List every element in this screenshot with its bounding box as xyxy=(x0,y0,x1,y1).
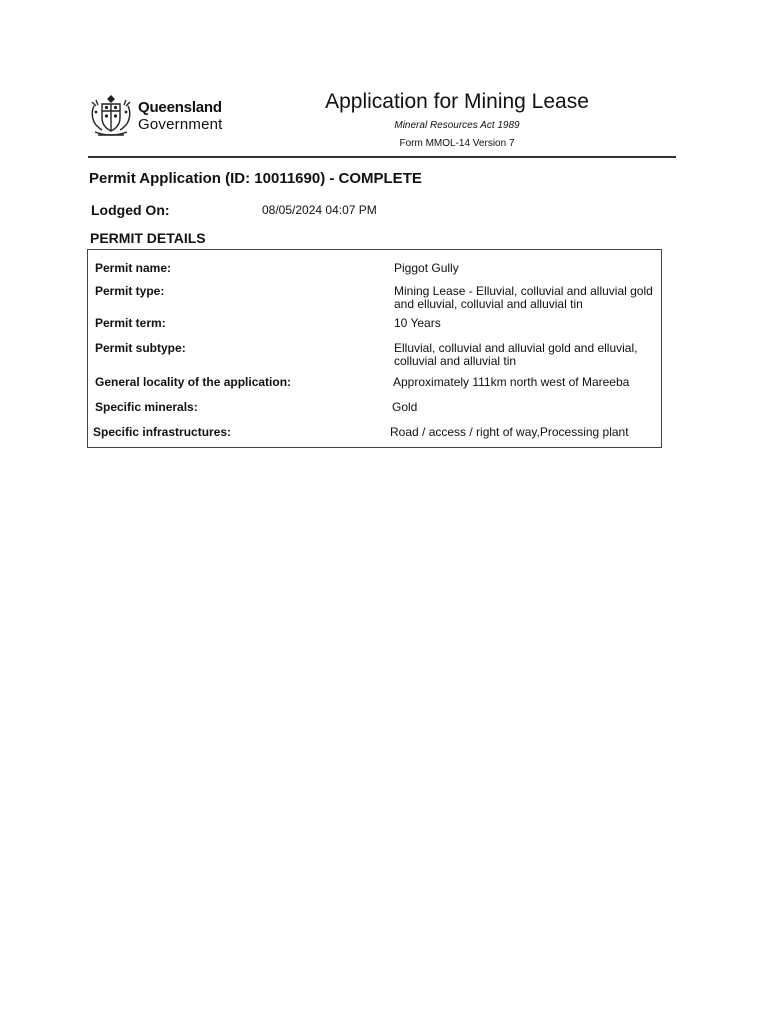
form-version: Form MMOL-14 Version 7 xyxy=(399,138,515,149)
permit-details-heading: PERMIT DETAILS xyxy=(90,230,206,246)
permit-type-value: Mining Lease - Elluvial, colluvial and alluvial gold and elluvial, colluvial and alluvial tin xyxy=(394,284,653,311)
permit-type-label: Permit type: xyxy=(95,284,165,298)
document-title: Application for Mining Lease xyxy=(325,90,589,113)
queensland-government-logo xyxy=(88,92,238,138)
logo-text-queensland: Queensland xyxy=(138,99,222,116)
permit-name-value: Piggot Gully xyxy=(394,261,459,275)
specific-infrastructures-label: Specific infrastructures: xyxy=(93,425,232,439)
lodged-on-value: 08/05/2024 04:07 PM xyxy=(262,203,377,217)
logo-text-government: Government xyxy=(138,116,223,133)
queensland-crest-icon xyxy=(88,92,134,138)
permit-term-label: Permit term: xyxy=(95,316,166,330)
specific-minerals-label: Specific minerals: xyxy=(95,400,198,414)
act-name: Mineral Resources Act 1989 xyxy=(394,120,520,131)
permit-name-label: Permit name: xyxy=(95,261,172,275)
general-locality-value: Approximately 111km north west of Mareeba xyxy=(393,375,630,389)
specific-infrastructures-value: Road / access / right of way,Processing plant xyxy=(390,425,629,439)
permit-subtype-value: Elluvial, colluvial and alluvial gold and elluvial, colluvial and alluvial tin xyxy=(394,341,638,368)
permit-term-value: 10 Years xyxy=(394,316,441,330)
header-divider xyxy=(88,156,676,158)
permit-subtype-label: Permit subtype: xyxy=(95,341,186,355)
lodged-on-label: Lodged On: xyxy=(91,202,170,218)
general-locality-label: General locality of the application: xyxy=(95,375,292,389)
specific-minerals-value: Gold xyxy=(392,400,418,414)
permit-application-heading: Permit Application (ID: 10011690) - COMPLETE xyxy=(89,170,422,187)
